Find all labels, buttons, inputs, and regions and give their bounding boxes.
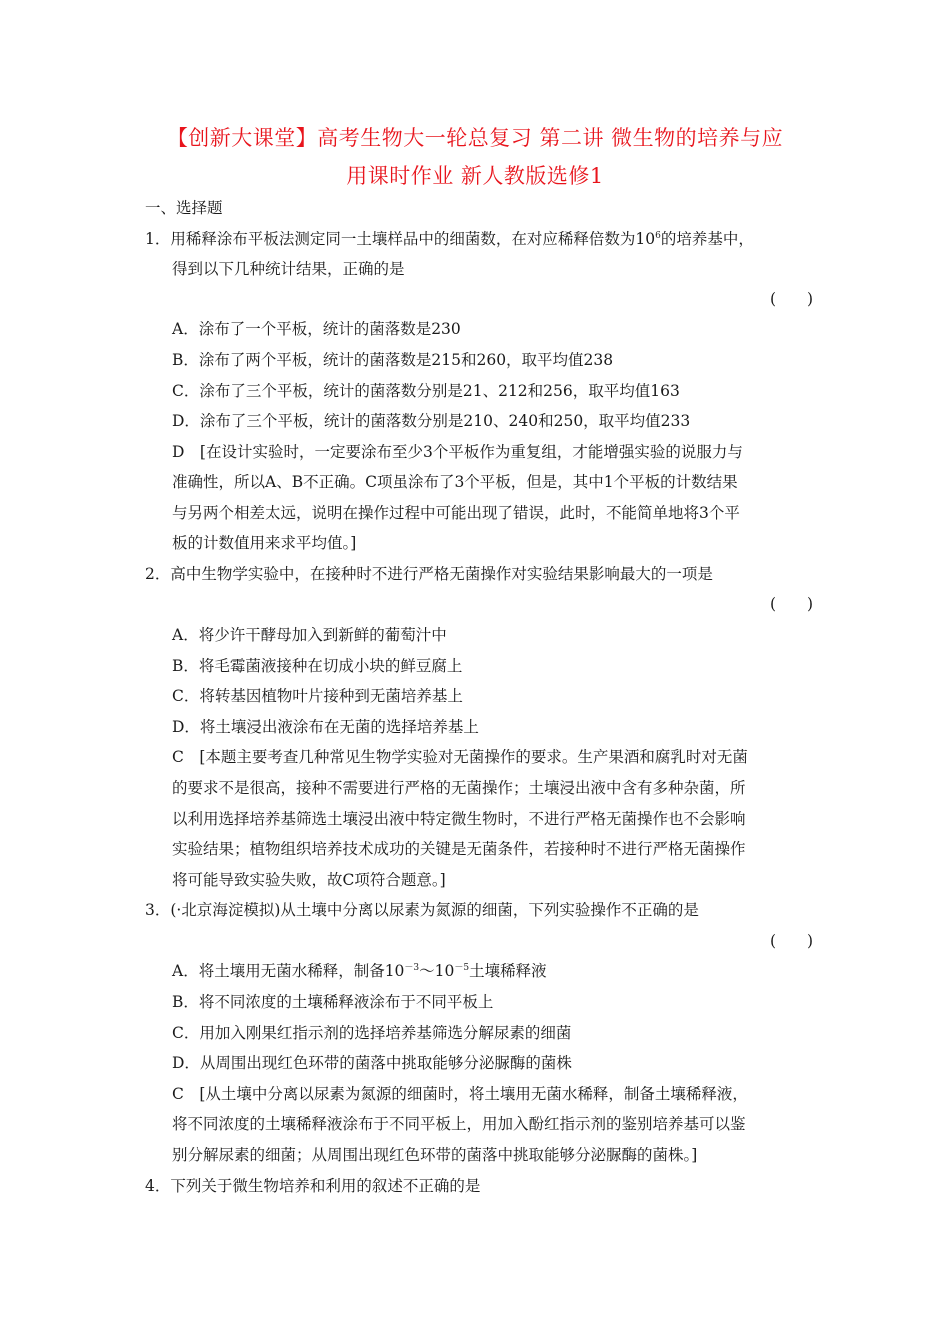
question-1-option-a: A．涂布了一个平板，统计的菌落数是230 (172, 320, 461, 338)
question-1-stem-text-b: 的培养基中， (660, 230, 754, 248)
question-2-stem: 2．高中生物学实验中，在接种时不进行严格无菌操作对实验结果影响最大的一项是 (145, 565, 713, 583)
question-2-explanation-line: 将可能导致实验失败，故C项符合题意。] (172, 871, 446, 889)
question-1-stem-text-a: 1．用稀释涂布平板法测定同一土壤样品中的细菌数，在对应稀释倍数为10 (145, 230, 656, 248)
question-1-stem-exponent: 6 (655, 231, 661, 241)
question-3-option-a-text-a: A．将土壤用无菌水稀释，制备10 (172, 962, 405, 980)
question-2-option-d: D．将土壤浸出液涂布在无菌的选择培养基上 (172, 718, 479, 736)
question-3-explanation-line: C [从土壤中分离以尿素为氮源的细菌时，将土壤用无菌水稀释，制备土壤稀释液， (172, 1085, 748, 1103)
question-4-stem: 4．下列关于微生物培养和利用的叙述不正确的是 (145, 1177, 481, 1195)
document-title-line-1: 【创新大课堂】高考生物大一轮总复习 第二讲 微生物的培养与应 (166, 126, 784, 150)
question-1-explanation-line: D [在设计实验时，一定要涂布至少3个平板作为重复组，才能增强实验的说服力与 (172, 443, 743, 461)
question-1-stem (145, 228, 754, 250)
question-1-option-c: C．涂布了三个平板，统计的菌落数分别是21、212和256，取平均值163 (172, 382, 680, 400)
question-2-option-b: B．将毛霉菌液接种在切成小块的鲜豆腐上 (172, 657, 463, 675)
question-2-explanation-line: C [本题主要考查几种常见生物学实验对无菌操作的要求。生产果酒和腐乳时对无菌 (172, 748, 748, 766)
question-1-explanation-line: 与另两个相差太远，说明在操作过程中可能出现了错误，此时，不能简单地将3个平 (172, 504, 740, 522)
question-2-explanation-line: 的要求不是很高，接种不需要进行严格的无菌操作；土壤浸出液中含有多种杂菌，所 (172, 779, 746, 797)
question-1-explanation-line: 准确性，所以A、B不正确。C项虽涂布了3个平板，但是，其中1个平板的计数结果 (172, 473, 738, 491)
question-3-option-a-text-b: ～10 (419, 962, 455, 980)
question-3-stem: 3．(·北京海淀模拟)从土壤中分离以尿素为氮源的细菌，下列实验操作不正确的是 (145, 901, 699, 919)
question-2-explanation-line: 实验结果；植物组织培养技术成功的关键是无菌条件，若接种时不进行严格无菌操作 (172, 840, 746, 858)
question-3-explanation-line: 将不同浓度的土壤稀释液涂布于不同平板上，用加入酚红指示剂的鉴别培养基可以鉴 (172, 1115, 746, 1133)
question-3-explanation-line: 别分解尿素的细菌；从周围出现红色环带的菌落中挑取能够分泌脲酶的菌株。] (172, 1146, 698, 1164)
question-1-answer-bracket: ( ) (770, 290, 814, 308)
question-3-option-b: B．将不同浓度的土壤稀释液涂布于不同平板上 (172, 993, 494, 1011)
question-1-explanation-line: 板的计数值用来求平均值。] (172, 534, 357, 552)
question-2-explanation-line: 以利用选择培养基筛选土壤浸出液中特定微生物时，不进行严格无菌操作也不会影响 (172, 810, 746, 828)
question-1-option-d: D．涂布了三个平板，统计的菌落数分别是210、240和250，取平均值233 (172, 412, 691, 430)
question-2-option-a: A．将少许干酵母加入到新鲜的葡萄汁中 (172, 626, 447, 644)
document-title-line-2: 用课时作业 新人教版选修1 (346, 164, 604, 188)
question-2-answer-bracket: ( ) (770, 595, 814, 613)
question-2-option-c: C．将转基因植物叶片接种到无菌培养基上 (172, 687, 463, 705)
question-1-option-b: B．涂布了两个平板，统计的菌落数是215和260，取平均值238 (172, 351, 614, 369)
question-3-option-a-exponent-1: －3 (404, 963, 420, 973)
question-3-option-a-exponent-2: －5 (454, 963, 470, 973)
question-3-option-a (172, 960, 547, 982)
section-heading: 一、选择题 (145, 199, 223, 217)
question-3-option-a-text-c: 土壤稀释液 (469, 962, 547, 980)
question-1-stem-cont: 得到以下几种统计结果，正确的是 (172, 260, 405, 278)
question-3-option-d: D．从周围出现红色环带的菌落中挑取能够分泌脲酶的菌株 (172, 1054, 572, 1072)
question-3-option-c: C．用加入刚果红指示剂的选择培养基筛选分解尿素的细菌 (172, 1024, 572, 1042)
question-3-answer-bracket: ( ) (770, 932, 814, 950)
